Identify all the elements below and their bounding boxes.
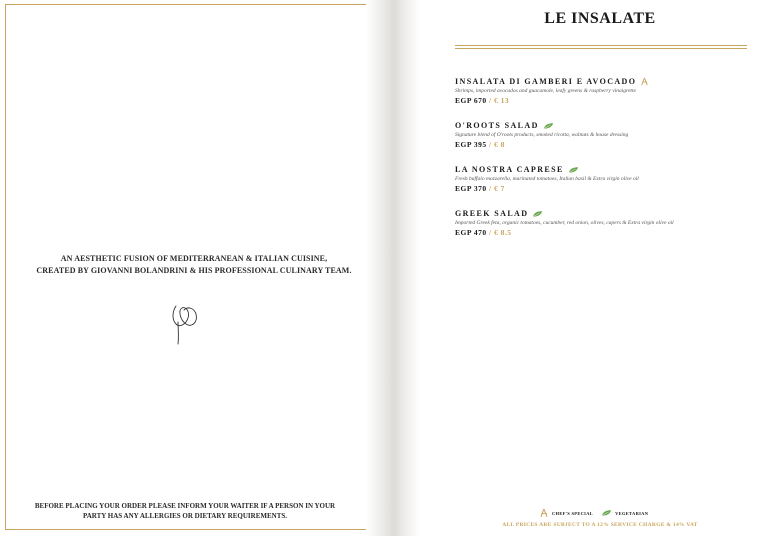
menu-item [455,164,755,194]
service-charge-note: ALL PRICES ARE SUBJECT TO A 12% SERVICE CHARGE & 14% VAT [502,522,698,528]
title-divider-top [455,45,747,46]
item-description: Shrimps, imported avocados and guacamole, leafy greens & raspberry vinaigrette [455,88,636,94]
chef-signature [166,298,206,346]
menu-item [455,120,755,150]
price-eur: / € 13 [489,96,510,105]
restaurant-tagline [20,253,368,277]
menu-item [455,208,755,238]
price-eur: / € 8.5 [489,228,512,237]
vegetarian-leaf-icon [601,509,612,517]
title-divider-bottom [455,48,747,49]
vegetarian-leaf-icon [543,122,554,130]
section-title: LE INSALATE [544,10,656,27]
vegetarian-leaf-icon [568,166,579,174]
item-name: LA NOSTRA CAPRESE [455,165,564,174]
chefs-special-icon [640,77,649,86]
vegetarian-leaf-icon [532,210,543,218]
item-name: GREEK SALAD [455,209,529,218]
tagline-line-1: AN AESTHETIC FUSION OF MEDITERRANEAN & ITALIAN CUISINE, [60,254,328,263]
tagline-line-2: CREATED BY GIOVANNI BOLANDRINI & HIS PROFESSIONAL CULINARY TEAM. [36,266,352,275]
item-name: O'ROOTS SALAD [455,121,539,130]
item-description: Fresh buffalo mozzarella, marinated tomatoes, Italian basil & Extra virgin olive oil [455,176,639,182]
allergy-notice [20,501,350,521]
price-egp: EGP 470 [455,228,487,237]
price-eur: / € 7 [489,184,505,193]
legend-vegetarian: VEGETARIAN [615,510,649,516]
legend-chefs-special: CHEF'S SPECIAL [552,510,594,516]
allergy-line-1: BEFORE PLACING YOUR ORDER PLEASE INFORM YOUR WAITER IF A PERSON IN YOUR [34,502,336,510]
icon-legend [539,508,689,518]
book-gutter [366,0,420,536]
item-price [455,227,755,238]
price-egp: EGP 670 [455,96,487,105]
item-price [455,183,755,194]
item-name: INSALATA DI GAMBERI E AVOCADO [455,77,637,86]
price-egp: EGP 395 [455,140,487,149]
price-egp: EGP 370 [455,184,487,193]
menu-item [455,76,755,106]
item-price [455,95,755,106]
allergy-line-2: PARTY HAS ANY ALLERGIES OR DIETARY REQUIREMENTS. [82,512,288,520]
price-eur: / € 8 [489,140,505,149]
item-description: Imported Greek feta, organic tomatoes, cucumber, red onion, olives, capers & Extra virgin olive oil [455,220,674,226]
chefs-special-icon [539,508,549,518]
item-price [455,139,755,150]
item-description: Signature blend of O'roots products, smoked ricotta, walnuts & house dressing [455,132,629,138]
